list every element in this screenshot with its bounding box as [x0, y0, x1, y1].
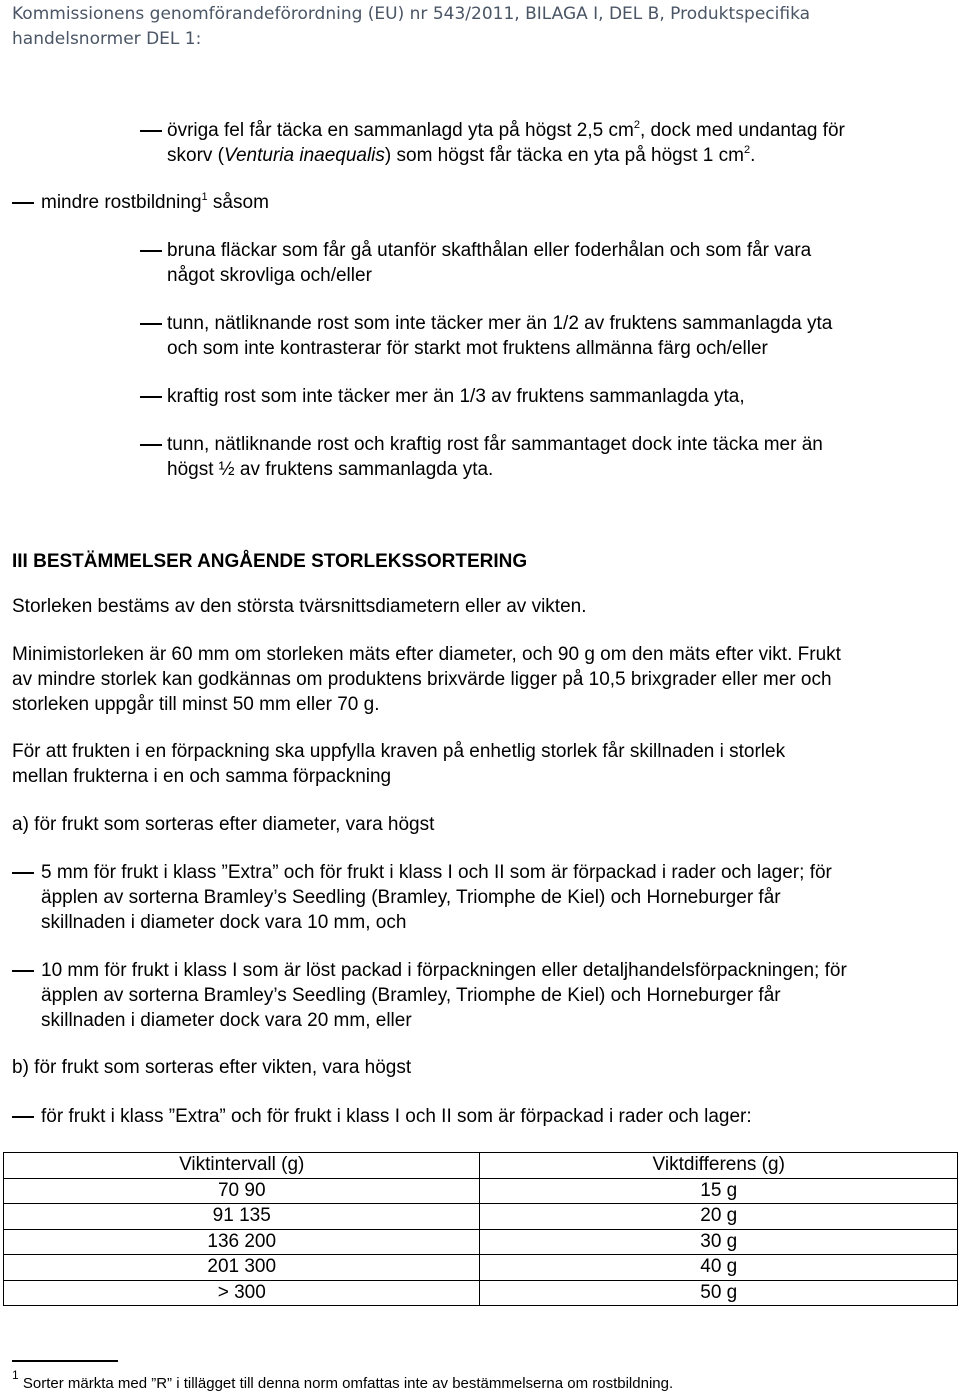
table-cell: 30 g	[480, 1229, 958, 1255]
dash-marker	[140, 323, 162, 325]
text-line: för frukt i klass ”Extra” och för frukt i klass I och II som är förpackad i rader och lager:	[41, 1106, 752, 1127]
text-line: skillnaden i diameter dock vara 20 mm, eller	[41, 1010, 412, 1031]
dash-marker	[140, 444, 162, 446]
text-run: ) som högst får täcka en yta på högst 1 cm	[384, 145, 744, 166]
dash-marker	[140, 130, 162, 132]
table-cell: 15 g	[480, 1178, 958, 1204]
clause-b: b) för frukt som sorteras efter vikten, vara högst	[12, 1057, 412, 1078]
text-run: , dock med undantag för	[639, 120, 845, 141]
text-line: tunn, nätliknande rost som inte täcker mer än 1/2 av fruktens sammanlagda yta	[167, 313, 833, 334]
footnote	[12, 1368, 674, 1395]
text-line	[167, 118, 845, 143]
table-cell: 50 g	[480, 1280, 958, 1306]
text-run: såsom	[207, 192, 269, 213]
weight-table	[3, 1152, 958, 1306]
list-item-text	[167, 118, 845, 168]
table-cell: 20 g	[480, 1204, 958, 1230]
dash-marker	[12, 872, 34, 874]
superscript: 2	[633, 119, 640, 131]
italic-species-name: Venturia inaequalis	[224, 145, 385, 166]
table-header-row	[4, 1153, 958, 1179]
list-item-text	[41, 860, 832, 935]
list-item-text	[41, 958, 847, 1033]
clause-a: a) för frukt som sorteras efter diameter, vara högst	[12, 814, 435, 835]
table-row	[4, 1229, 958, 1255]
text-line: bruna fläckar som får gå utanför skafthålan eller foderhålan och som får vara	[167, 240, 812, 261]
table-cell: > 300	[4, 1280, 480, 1306]
table-cell: 136 200	[4, 1229, 480, 1255]
dash-marker	[12, 1116, 34, 1118]
text-line: och som inte kontrasterar för starkt mot fruktens allmänna färg och/eller	[167, 338, 768, 359]
column-header-viktdifferens: Viktdifferens (g)	[480, 1153, 958, 1179]
text-line: något skrovliga och/eller	[167, 265, 372, 286]
text-line	[167, 143, 845, 168]
text-run: övriga fel får täcka en sammanlagd yta på högst 2,5 cm	[167, 120, 634, 141]
table-row	[4, 1178, 958, 1204]
text-run: skorv (	[167, 145, 224, 166]
text-line: äpplen av sorterna Bramley’s Seedling (Bramley, Triomphe de Kiel) och Horneburger får	[41, 985, 781, 1006]
text-line: 5 mm för frukt i klass ”Extra” och för frukt i klass I och II som är förpackad i rader och lager; för	[41, 862, 832, 883]
paragraph: Storleken bestäms av den största tvärsnittsdiametern eller av vikten.	[12, 596, 587, 617]
dash-marker	[140, 396, 162, 398]
list-item-text	[41, 1104, 752, 1129]
list-item-text	[167, 384, 745, 409]
table-row	[4, 1255, 958, 1281]
list-item-text	[167, 238, 811, 288]
text-line: kraftig rost som inte täcker mer än 1/3 av fruktens sammanlagda yta,	[167, 386, 745, 407]
footnote-number: 1	[12, 1368, 19, 1382]
table-cell: 91 135	[4, 1204, 480, 1230]
header-line-2: handelsnormer DEL 1:	[12, 29, 202, 49]
footnote-separator	[12, 1360, 118, 1362]
text-line: äpplen av sorterna Bramley’s Seedling (Bramley, Triomphe de Kiel) och Horneburger får	[41, 887, 781, 908]
document-header	[12, 2, 810, 52]
text-line: av mindre storlek kan godkännas om produktens brixvärde ligger på 10,5 brixgrader eller mer och	[12, 669, 832, 690]
text-line	[41, 190, 269, 215]
header-line-1: Kommissionens genomförandeförordning (EU) nr 543/2011, BILAGA I, DEL B, Produktspecifika	[12, 4, 811, 24]
footnote-text: Sorter märkta med ”R” i tillägget till denna norm omfattas inte av bestämmelserna om rostbildning.	[18, 1375, 674, 1392]
table-cell: 201 300	[4, 1255, 480, 1281]
superscript: 2	[743, 144, 751, 156]
column-header-viktintervall: Viktintervall (g)	[4, 1153, 480, 1179]
table-row	[4, 1280, 958, 1306]
text-run: mindre rostbildning	[41, 192, 202, 213]
table-cell: 70 90	[4, 1178, 480, 1204]
text-line: skillnaden i diameter dock vara 10 mm, och	[41, 912, 407, 933]
dash-marker	[12, 970, 34, 972]
text-line: 10 mm för frukt i klass I som är löst packad i förpackningen eller detaljhandelsförpackningen; för	[41, 960, 847, 981]
dash-marker	[12, 202, 34, 204]
table-cell: 40 g	[480, 1255, 958, 1281]
paragraph-minimistorlek	[12, 642, 841, 717]
paragraph-enhetlig-storlek	[12, 739, 785, 789]
text-line: Minimistorleken är 60 mm om storleken mäts efter diameter, och 90 g om den mäts efter vikt. Frukt	[12, 644, 841, 665]
footnote-reference[interactable]: 1	[201, 191, 208, 203]
list-item-text	[167, 432, 823, 482]
table-row	[4, 1204, 958, 1230]
text-line: mellan frukterna i en och samma förpackning	[12, 766, 392, 787]
dash-marker	[140, 250, 162, 252]
text-line: tunn, nätliknande rost och kraftig rost får sammantaget dock inte täcka mer än	[167, 434, 823, 455]
list-item-text	[41, 190, 269, 215]
list-item-text	[167, 311, 832, 361]
text-line: storleken uppgår till minst 50 mm eller 70 g.	[12, 694, 380, 715]
text-run: .	[750, 145, 756, 166]
text-line: För att frukten i en förpackning ska uppfylla kraven på enhetlig storlek får skillnaden i storlek	[12, 741, 786, 762]
text-line: högst ½ av fruktens sammanlagda yta.	[167, 459, 494, 480]
section-heading: III BESTÄMMELSER ANGÅENDE STORLEKSSORTERING	[12, 551, 528, 572]
